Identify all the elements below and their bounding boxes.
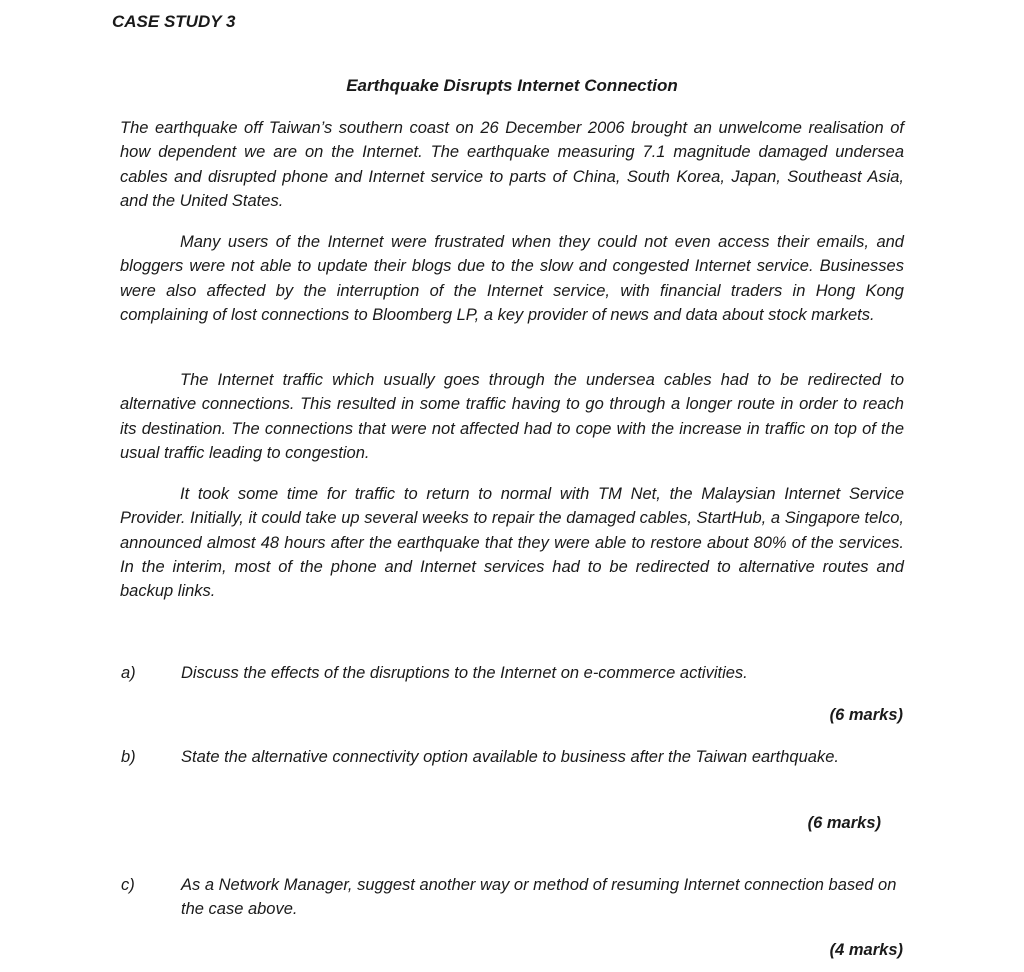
question-c-text: As a Network Manager, suggest another way or method of resuming Internet connection based on the case above. [181, 876, 897, 919]
case-study-heading: CASE STUDY 3 [112, 12, 236, 31]
paragraph-1: The earthquake off Taiwan’s southern coast on 26 December 2006 brought an unwelcome realisation of how dependent we are on the Internet. The earthquake measuring 7.1 magnitude damaged undersea cables and disrupted phone and Internet service to parts of China, South Korea, Japan, Southeast Asia, and the United States. [120, 119, 904, 210]
question-a-marks: (6 marks) [829, 706, 903, 724]
case-study-title: Earthquake Disrupts Internet Connection [346, 76, 678, 95]
paragraph-4: It took some time for traffic to return to normal with TM Net, the Malaysian Internet Service Provider. Initially, it could take up several weeks to repair the damaged cables, StartHub, a Singapore telco, announced almost 48 hours after the earthquake that they were able to restore about 80% of the services. In the interim, most of the phone and Internet services had to be redirected to alternative routes and backup links. [120, 485, 904, 601]
question-c-marks: (4 marks) [829, 941, 903, 959]
question-b-text: State the alternative connectivity option available to business after the Taiwan earthquake. [181, 748, 839, 766]
question-b-marks: (6 marks) [807, 814, 881, 832]
question-c-label: c) [121, 876, 135, 894]
question-a-label: a) [121, 664, 136, 682]
paragraph-2: Many users of the Internet were frustrated when they could not even access their emails, and bloggers were not able to update their blogs due to the slow and congested Internet service. Businesses were also affected by the interruption of the Internet service, with financial traders in Hong Kong complaining of lost connections to Bloomberg LP, a key provider of news and data about stock markets. [120, 233, 904, 324]
question-b-label: b) [121, 748, 136, 766]
paragraph-3: The Internet traffic which usually goes through the undersea cables had to be redirected to alternative connections. This resulted in some traffic having to go through a longer route in order to reach its destination. The connections that were not affected had to cope with the increase in traffic on top of the usual traffic leading to congestion. [120, 371, 904, 462]
question-a-text: Discuss the effects of the disruptions to the Internet on e-commerce activities. [181, 664, 748, 682]
